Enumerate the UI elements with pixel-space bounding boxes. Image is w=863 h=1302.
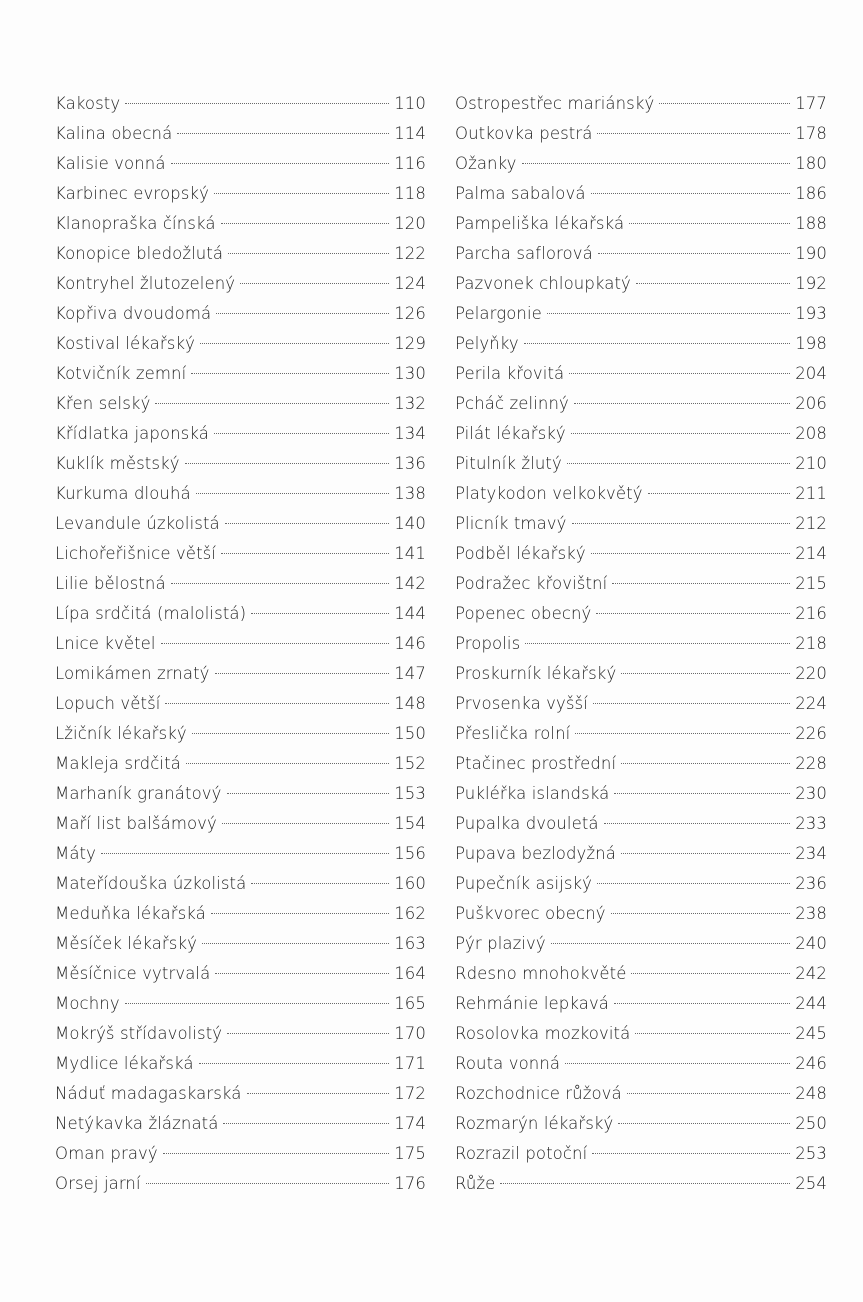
dot-leader: [240, 283, 389, 284]
dot-leader: [621, 763, 790, 764]
dot-leader: [629, 223, 790, 224]
entry-name: Mydlice lékařská: [55, 1054, 194, 1073]
dot-leader: [571, 433, 790, 434]
dot-leader: [215, 973, 389, 974]
index-entry: [55, 1049, 426, 1079]
entry-page-number: 114: [394, 124, 426, 143]
dot-leader: [247, 1093, 390, 1094]
index-entry: [55, 449, 426, 479]
dot-leader: [591, 553, 791, 554]
dot-leader: [567, 463, 790, 464]
entry-page-number: 129: [394, 334, 426, 353]
entry-page-number: 144: [394, 604, 426, 623]
entry-name: Lilie bělostná: [55, 574, 166, 593]
dot-leader: [569, 373, 790, 374]
entry-name: Ptačinec prostřední: [455, 754, 617, 773]
dot-leader: [547, 313, 790, 314]
index-entry: [55, 89, 426, 119]
index-entry: [455, 329, 827, 359]
entry-page-number: 180: [795, 154, 827, 173]
entry-name: Proskurník lékařský: [455, 664, 617, 683]
entry-page-number: 141: [394, 544, 426, 563]
dot-leader: [636, 283, 790, 284]
index-entry: [55, 209, 426, 239]
index-entry: [455, 299, 827, 329]
dot-leader: [593, 703, 790, 704]
dot-leader: [165, 703, 389, 704]
index-entry: [455, 659, 827, 689]
entry-name: Marhaník granátový: [55, 784, 222, 803]
entry-name: Kalina obecná: [55, 124, 173, 143]
dot-leader: [522, 163, 791, 164]
entry-name: Pupečník asijský: [455, 874, 593, 893]
entry-name: Růže: [455, 1174, 496, 1193]
dot-leader: [214, 433, 389, 434]
entry-page-number: 165: [394, 994, 426, 1013]
entry-name: Kopřiva dvoudomá: [55, 304, 212, 323]
entry-page-number: 218: [795, 634, 827, 653]
dot-leader: [611, 913, 791, 914]
index-entry: [55, 479, 426, 509]
entry-page-number: 238: [795, 904, 827, 923]
entry-name: Karbinec evropský: [55, 184, 209, 203]
entry-page-number: 146: [394, 634, 426, 653]
index-entry: [455, 869, 827, 899]
index-entry: [455, 1139, 827, 1169]
index-entry: [55, 809, 426, 839]
entry-name: Ostropestřec mariánský: [455, 94, 655, 113]
index-entry: [55, 1169, 426, 1199]
dot-leader: [648, 493, 791, 494]
entry-name: Křídlatka japonská: [55, 424, 209, 443]
entry-page-number: 214: [795, 544, 827, 563]
entry-page-number: 198: [795, 334, 827, 353]
dot-leader: [591, 193, 791, 194]
dot-leader: [524, 343, 790, 344]
entry-name: Lnice květel: [55, 634, 156, 653]
entry-page-number: 130: [394, 364, 426, 383]
dot-leader: [565, 1063, 790, 1064]
entry-name: Plicník tmavý: [455, 514, 567, 533]
entry-page-number: 171: [394, 1054, 426, 1073]
entry-name: Pitulník žlutý: [455, 454, 562, 473]
index-entry: [55, 239, 426, 269]
index-entry: [55, 599, 426, 629]
entry-page-number: 175: [394, 1144, 426, 1163]
dot-leader: [171, 583, 390, 584]
dot-leader: [163, 1153, 389, 1154]
dot-leader: [612, 583, 790, 584]
entry-page-number: 110: [394, 94, 426, 113]
dot-leader: [125, 1003, 390, 1004]
dot-leader: [225, 523, 389, 524]
entry-page-number: 142: [394, 574, 426, 593]
index-entry: [55, 779, 426, 809]
entry-page-number: 177: [795, 94, 827, 113]
entry-page-number: 120: [394, 214, 426, 233]
entry-name: Popenec obecný: [455, 604, 592, 623]
entry-page-number: 170: [394, 1024, 426, 1043]
entry-page-number: 228: [795, 754, 827, 773]
entry-name: Lomikámen zrnatý: [55, 664, 210, 683]
dot-leader: [227, 1033, 389, 1034]
dot-leader: [185, 463, 390, 464]
index-entry: [55, 149, 426, 179]
entry-page-number: 118: [394, 184, 426, 203]
index-entry: [455, 899, 827, 929]
dot-leader: [251, 883, 389, 884]
entry-name: Mochny: [55, 994, 120, 1013]
index-entry: [455, 959, 827, 989]
entry-page-number: 253: [795, 1144, 827, 1163]
index-entry: [55, 929, 426, 959]
index-entry: [455, 149, 827, 179]
entry-page-number: 176: [394, 1174, 426, 1193]
dot-leader: [202, 943, 389, 944]
entry-name: Orsej jarní: [55, 1174, 141, 1193]
dot-leader: [251, 613, 389, 614]
index-entry: [55, 659, 426, 689]
index-entry: [55, 1109, 426, 1139]
entry-page-number: 134: [394, 424, 426, 443]
entry-page-number: 211: [795, 484, 827, 503]
dot-leader: [186, 763, 389, 764]
entry-name: Rozchodnice růžová: [455, 1084, 622, 1103]
entry-name: Pelyňky: [455, 334, 519, 353]
entry-page-number: 208: [795, 424, 827, 443]
index-entry: [455, 239, 827, 269]
entry-page-number: 242: [795, 964, 827, 983]
index-entry: [455, 449, 827, 479]
entry-page-number: 206: [795, 394, 827, 413]
dot-leader: [216, 313, 389, 314]
entry-name: Netýkavka žláznatá: [55, 1114, 219, 1133]
dot-leader: [614, 793, 790, 794]
dot-leader: [221, 223, 390, 224]
entry-page-number: 164: [394, 964, 426, 983]
index-entry: [455, 419, 827, 449]
entry-name: Lopuch větší: [55, 694, 161, 713]
index-entry: [55, 749, 426, 779]
dot-leader: [596, 613, 790, 614]
index-entry: [455, 689, 827, 719]
index-entry: [55, 1139, 426, 1169]
index-entry: [455, 1109, 827, 1139]
entry-name: Kurkuma dlouhá: [55, 484, 191, 503]
dot-leader: [572, 523, 791, 524]
index-entry: [55, 629, 426, 659]
entry-name: Rozmarýn lékařský: [455, 1114, 614, 1133]
entry-name: Parcha saflorová: [455, 244, 593, 263]
entry-name: Propolis: [455, 634, 521, 653]
dot-leader: [215, 673, 390, 674]
entry-name: Pazvonek chloupkatý: [455, 274, 631, 293]
entry-page-number: 186: [795, 184, 827, 203]
entry-page-number: 163: [394, 934, 426, 953]
index-entry: [55, 539, 426, 569]
entry-page-number: 138: [394, 484, 426, 503]
entry-name: Outkovka pestrá: [455, 124, 593, 143]
entry-page-number: 178: [795, 124, 827, 143]
entry-name: Kakosty: [55, 94, 121, 113]
index-entry: [455, 119, 827, 149]
index-entry: [55, 509, 426, 539]
index-entry: [55, 959, 426, 989]
entry-page-number: 192: [795, 274, 827, 293]
dot-leader: [598, 253, 790, 254]
index-entry: [455, 89, 827, 119]
entry-name: Klanopraška čínská: [55, 214, 216, 233]
index-entry: [455, 989, 827, 1019]
index-entry: [455, 1079, 827, 1109]
entry-name: Lžičník lékařský: [55, 724, 187, 743]
dot-leader: [614, 1003, 790, 1004]
entry-name: Měsíček lékařský: [55, 934, 198, 953]
entry-name: Kalisie vonná: [55, 154, 166, 173]
dot-leader: [621, 673, 790, 674]
index-entry: [55, 719, 426, 749]
entry-name: Pýr plazivý: [455, 934, 546, 953]
dot-leader: [592, 1153, 790, 1154]
entry-page-number: 240: [795, 934, 827, 953]
entry-page-number: 174: [394, 1114, 426, 1133]
dot-leader: [101, 853, 389, 854]
entry-page-number: 248: [795, 1084, 827, 1103]
index-column-left: [55, 89, 426, 1199]
entry-page-number: 212: [795, 514, 827, 533]
entry-name: Pupava bezlodyžná: [455, 844, 616, 863]
index-entry: [455, 629, 827, 659]
entry-page-number: 152: [394, 754, 426, 773]
dot-leader: [604, 823, 791, 824]
dot-leader: [200, 343, 389, 344]
index-entry: [455, 1019, 827, 1049]
entry-name: Křen selský: [55, 394, 151, 413]
entry-name: Pcháč zelinný: [455, 394, 569, 413]
entry-page-number: 245: [795, 1024, 827, 1043]
index-entry: [55, 1019, 426, 1049]
entry-name: Levandule úzkolistá: [55, 514, 220, 533]
index-entry: [455, 809, 827, 839]
entry-name: Pelargonie: [455, 304, 542, 323]
entry-name: Přeslička rolní: [455, 724, 571, 743]
entry-name: Puškvorec obecný: [455, 904, 606, 923]
entry-page-number: 140: [394, 514, 426, 533]
entry-page-number: 234: [795, 844, 827, 863]
index-entry: [55, 869, 426, 899]
index-entry: [455, 599, 827, 629]
entry-name: Meduňka lékařská: [55, 904, 206, 923]
entry-page-number: 233: [795, 814, 827, 833]
dot-leader: [621, 853, 790, 854]
index-entry: [455, 179, 827, 209]
index-entry: [55, 299, 426, 329]
index-entry: [55, 359, 426, 389]
entry-name: Náduť madagaskarská: [55, 1084, 242, 1103]
entry-name: Rehmánie lepkavá: [455, 994, 610, 1013]
dot-leader: [227, 793, 390, 794]
entry-name: Rozrazil potoční: [455, 1144, 588, 1163]
entry-page-number: 220: [795, 664, 827, 683]
dot-leader: [199, 1063, 390, 1064]
entry-page-number: 224: [795, 694, 827, 713]
dot-leader: [597, 133, 790, 134]
dot-leader: [161, 643, 390, 644]
entry-name: Mateřídouška úzkolistá: [55, 874, 247, 893]
entry-page-number: 126: [394, 304, 426, 323]
entry-name: Rosolovka mozkovitá: [455, 1024, 631, 1043]
entry-page-number: 153: [394, 784, 426, 803]
entry-page-number: 254: [795, 1174, 827, 1193]
entry-name: Rdesno mnohokvěté: [455, 964, 627, 983]
dot-leader: [635, 1033, 790, 1034]
index-entry: [455, 929, 827, 959]
index-entry: [455, 359, 827, 389]
entry-name: Oman pravý: [55, 1144, 158, 1163]
entry-name: Prvosenka vyšší: [455, 694, 588, 713]
dot-leader: [525, 643, 790, 644]
dot-leader: [211, 913, 389, 914]
index-entry: [55, 119, 426, 149]
entry-name: Makleja srdčitá: [55, 754, 181, 773]
entry-page-number: 244: [795, 994, 827, 1013]
entry-name: Lichořeřišnice větší: [55, 544, 217, 563]
dot-leader: [155, 403, 389, 404]
entry-page-number: 210: [795, 454, 827, 473]
index-entry: [55, 329, 426, 359]
index-entry: [55, 1079, 426, 1109]
entry-name: Měsíčnice vytrvalá: [55, 964, 211, 983]
index-entry: [455, 509, 827, 539]
entry-page-number: 147: [394, 664, 426, 683]
entry-page-number: 116: [394, 154, 426, 173]
index-entry: [55, 569, 426, 599]
index-entry: [455, 539, 827, 569]
index-entry: [455, 209, 827, 239]
entry-page-number: 190: [795, 244, 827, 263]
entry-name: Konopice bledožlutá: [55, 244, 224, 263]
entry-name: Routa vonná: [455, 1054, 561, 1073]
entry-name: Pupalka dvouletá: [455, 814, 599, 833]
entry-page-number: 188: [795, 214, 827, 233]
dot-leader: [597, 883, 790, 884]
dot-leader: [228, 253, 389, 254]
index-column-right: [455, 89, 827, 1199]
entry-page-number: 246: [795, 1054, 827, 1073]
entry-name: Kostival lékařský: [55, 334, 195, 353]
entry-page-number: 172: [394, 1084, 426, 1103]
index-entry: [455, 779, 827, 809]
dot-leader: [223, 1123, 389, 1124]
dot-leader: [171, 163, 390, 164]
dot-leader: [146, 1183, 390, 1184]
entry-name: Kotvičník zemní: [55, 364, 187, 383]
entry-name: Platykodon velkokvětý: [455, 484, 643, 503]
entry-page-number: 154: [394, 814, 426, 833]
index-entry: [55, 269, 426, 299]
entry-page-number: 204: [795, 364, 827, 383]
entry-name: Lípa srdčitá (malolistá): [55, 604, 247, 623]
entry-page-number: 250: [795, 1114, 827, 1133]
dot-leader: [125, 103, 389, 104]
entry-page-number: 230: [795, 784, 827, 803]
dot-leader: [191, 373, 389, 374]
entry-name: Pukléřka islandská: [455, 784, 610, 803]
index-entry: [55, 899, 426, 929]
index-entry: [455, 1169, 827, 1199]
entry-page-number: 148: [394, 694, 426, 713]
dot-leader: [631, 973, 790, 974]
dot-leader: [214, 193, 389, 194]
entry-name: Ožanky: [455, 154, 517, 173]
index-entry: [455, 569, 827, 599]
entry-name: Pilát lékařský: [455, 424, 566, 443]
index-entry: [455, 269, 827, 299]
dot-leader: [192, 733, 389, 734]
entry-page-number: 150: [394, 724, 426, 743]
index-entry: [55, 419, 426, 449]
entry-name: Perila křovitá: [455, 364, 565, 383]
entry-page-number: 236: [795, 874, 827, 893]
dot-leader: [627, 1093, 790, 1094]
entry-name: Pampeliška lékařská: [455, 214, 625, 233]
entry-page-number: 215: [795, 574, 827, 593]
dot-leader: [574, 403, 790, 404]
dot-leader: [659, 103, 790, 104]
index-entry: [455, 1049, 827, 1079]
index-entry: [455, 479, 827, 509]
index-entry: [55, 689, 426, 719]
entry-page-number: 132: [394, 394, 426, 413]
index-entry: [455, 749, 827, 779]
index-entry: [455, 719, 827, 749]
entry-page-number: 136: [394, 454, 426, 473]
index-entry: [455, 389, 827, 419]
entry-name: Kuklík městský: [55, 454, 180, 473]
index-entry: [455, 839, 827, 869]
index-entry: [55, 989, 426, 1019]
index-entry: [55, 389, 426, 419]
entry-page-number: 216: [795, 604, 827, 623]
entry-page-number: 124: [394, 274, 426, 293]
index-entry: [55, 179, 426, 209]
entry-name: Mokrýš střídavolistý: [55, 1024, 223, 1043]
entry-name: Podběl lékařský: [455, 544, 586, 563]
entry-name: Máty: [55, 844, 96, 863]
dot-leader: [221, 553, 389, 554]
entry-page-number: 156: [394, 844, 426, 863]
entry-name: Palma sabalová: [455, 184, 586, 203]
index-entry: [55, 839, 426, 869]
dot-leader: [500, 1183, 790, 1184]
entry-name: Podražec křovištní: [455, 574, 608, 593]
entry-page-number: 193: [795, 304, 827, 323]
entry-page-number: 226: [795, 724, 827, 743]
entry-name: Maří list balšámový: [55, 814, 217, 833]
dot-leader: [222, 823, 389, 824]
dot-leader: [177, 133, 389, 134]
dot-leader: [618, 1123, 790, 1124]
dot-leader: [196, 493, 389, 494]
entry-page-number: 122: [394, 244, 426, 263]
dot-leader: [575, 733, 790, 734]
dot-leader: [551, 943, 790, 944]
entry-page-number: 160: [394, 874, 426, 893]
entry-name: Kontryhel žlutozelený: [55, 274, 236, 293]
entry-page-number: 162: [394, 904, 426, 923]
